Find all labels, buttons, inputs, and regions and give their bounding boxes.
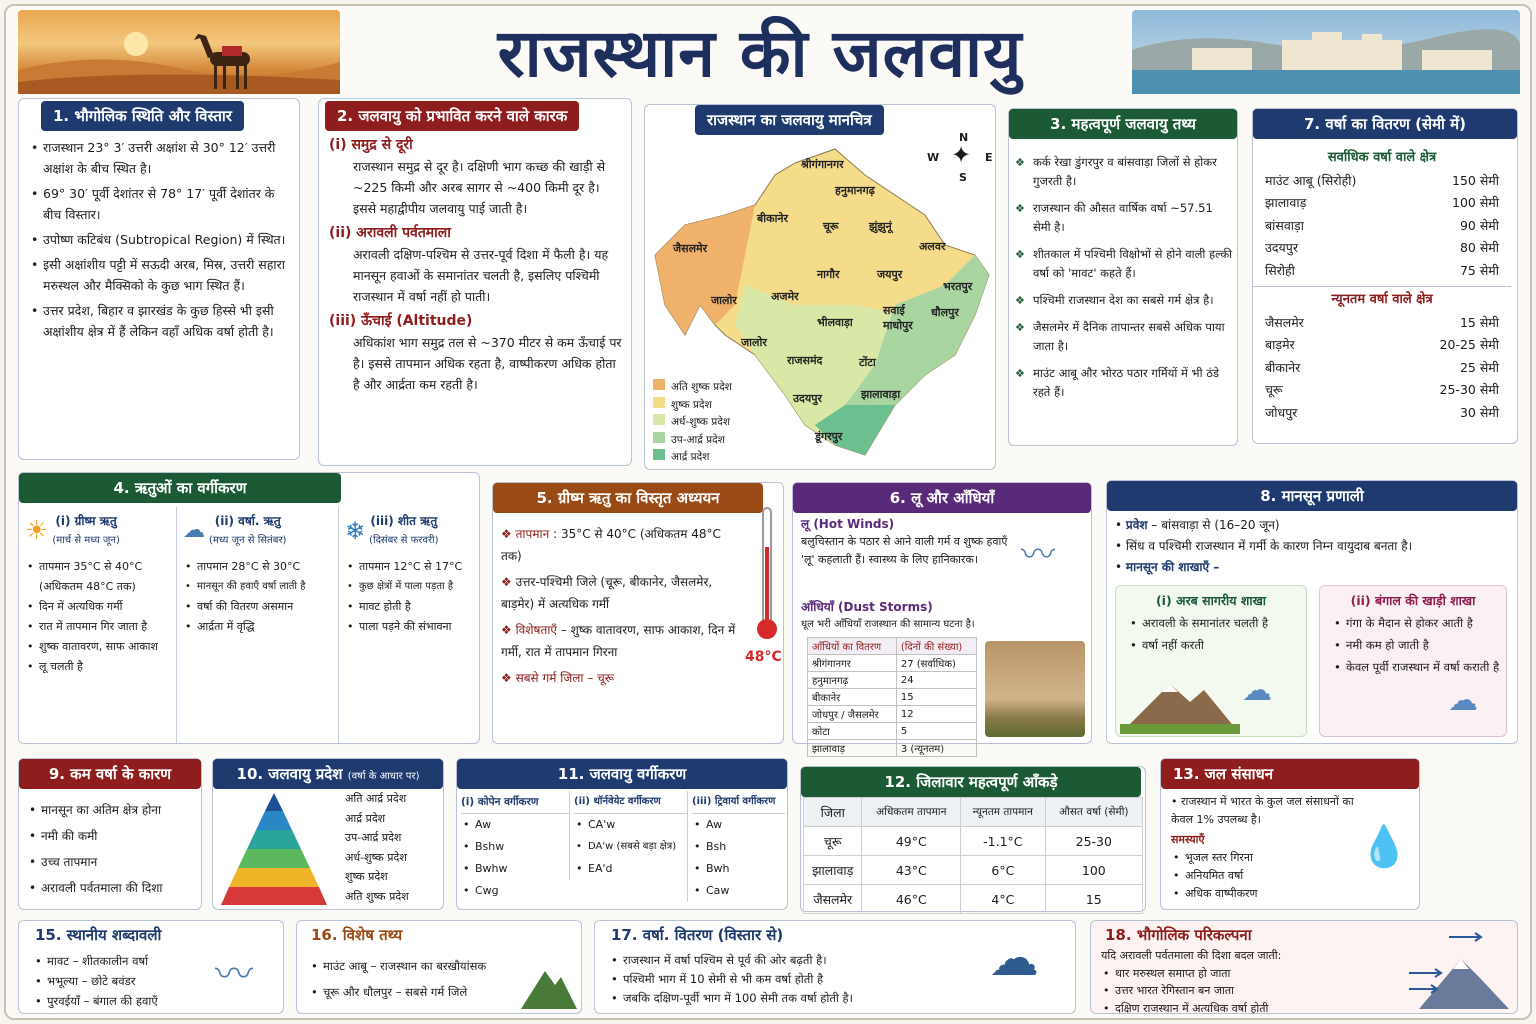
bengal-branch-box [1319, 585, 1507, 737]
thermometer-icon [757, 507, 777, 647]
min-value: 15 सेमी [1459, 314, 1499, 330]
hot-districts-text: उत्तर-पश्चिमी जिले (चूरू, बीकानेर, जैसलमेर, बाड़मेर) में अत्यधिक गर्मी [501, 575, 713, 611]
hot-winds-header: 6. लू और आँधियाँ [793, 483, 1091, 513]
table-cell: 6°C [961, 856, 1046, 885]
monsoon-period: (मध्य जून से सितंबर) [209, 535, 287, 546]
hypothesis-header: 18. भौगोलिक परिकल्पना [1105, 926, 1252, 944]
region-label: अति शुष्क प्रदेश [345, 889, 409, 903]
table-cell: -1.1°C [961, 827, 1046, 856]
compass-s: S [959, 171, 967, 184]
legend-item: शुष्क प्रदेश [671, 398, 712, 411]
hot-winds-card [792, 482, 1092, 755]
list-item: • माउंट आबू – राजस्थान का बरखौयांसक [309, 953, 529, 979]
climate-map-card [644, 104, 996, 470]
list-item: • Cwg [461, 880, 569, 902]
list-item: • थार मरुस्थल समाप्त हो जाता [1101, 965, 1401, 983]
map-city: राजसमंद [787, 354, 823, 367]
mountain-wind-icon [1409, 925, 1509, 1009]
map-city: जैसलमेर [673, 242, 708, 255]
climate-regions-header [213, 759, 443, 789]
rain-distribution-detail-card [594, 920, 1076, 1014]
summer-study-card: 5. ग्रीष्म ऋतु का विस्तृत अध्ययन ❖ तापमान : 35°C से 40°C (अधिकतम 48°C तक) ❖ उत्तर-पश्चिमी जिले (चूरू, बीकानेर, जैसलमेर, बाड़मेर) में अत्यधिक गर्मी ❖ विशेषताएँ – शुष्क वातावरण, साफ आकाश, दिन में गर्मी, रात में तापमान गिरना ❖ सबसे गर्म जिला – चूरू 48°C [492, 482, 784, 744]
list-item: • Bsh [692, 836, 785, 858]
list-item: • राजस्थान 23° 3′ उत्तरी अक्षांश से 30° 12′ उत्तरी अक्षांश के बीच स्थित है। [29, 137, 291, 179]
list-item: • आर्द्रता में वृद्धि [183, 617, 332, 637]
monsoon-header: 8. मानसून प्रणाली [1107, 481, 1517, 511]
legend-item: अर्ध-शुष्क प्रदेश [671, 416, 730, 428]
compass-e: E [985, 151, 993, 164]
bengal-branch-heading: (ii) बंगाल की खाड़ी शाखा [1350, 593, 1476, 608]
list-item: • उपोष्ण कटिबंध (Subtropical Region) में स्थित। [29, 229, 291, 250]
winter-heading: (iii) शीत ऋतु [370, 514, 438, 528]
max-place: सिरोही [1265, 262, 1295, 278]
table-head: औसत वर्षा (सेमी) [1045, 798, 1142, 827]
sun-icon: ☀ [25, 516, 49, 546]
compass-rose-icon: ✦ [951, 141, 972, 169]
list-item: ❖ राजस्थान की औसत वार्षिक वर्षा ~57.51 सेमी है। [1015, 199, 1233, 237]
max-value: 100 सेमी [1452, 195, 1499, 210]
table-cell: 46°C [862, 885, 961, 914]
dust-storm-image [985, 641, 1085, 737]
list-item: • पश्चिमी भाग में 10 सेमी से भी कम वर्षा होती है [609, 970, 989, 989]
rain-cloud-icon: ☁ [183, 518, 205, 543]
special-facts-card [296, 920, 582, 1014]
map-city: हनुमानगढ़ [835, 184, 875, 197]
table-cell: 15 [1045, 885, 1142, 914]
list-item: • मानसून का अतिम क्षेत्र होना [27, 797, 197, 823]
list-item: ❖ शीतकाल में पश्चिमी विक्षोभों से होने वाली हल्की वर्षा को 'मावट' कहते हैं। [1015, 245, 1233, 283]
list-item: • Caw [692, 880, 785, 902]
list-item: • तापमान 12°C से 17°C [345, 557, 473, 577]
summer-column [19, 507, 177, 743]
rain-cloud-icon: ☁ [1242, 673, 1272, 708]
rain-cloud-icon: ☁ [1448, 683, 1478, 718]
table-cell: 25-30 [1045, 827, 1142, 856]
rain-distribution-detail-header: 17. वर्षा. वितरण (विस्तार से) [611, 926, 784, 944]
region-label: अति आर्द्र प्रदेश [345, 792, 407, 805]
compass-w: W [927, 151, 940, 164]
dust-storm-table [807, 637, 977, 757]
hottest-district: सबसे गर्म जिला – चूरू [515, 671, 615, 685]
loo-text: बलुचिस्तान के पठार से आने वाली गर्म व शुष्क हवाएँ 'लू' कहलाती हैं। स्वास्थ्य के लिए हानिकारक। [801, 535, 1008, 566]
factor-aravalli-text: अरावली दक्षिण-पश्चिम से उत्तर-पूर्व दिशा में फैली है। यह मानसून हवाओं के समानांतर चलती है, इसलिए पश्चिमी राजस्थान में वर्षा नहीं हो पाती। [353, 247, 609, 304]
winter-column [339, 507, 479, 743]
table-head: न्यूनतम तापमान [961, 798, 1046, 827]
max-rain-heading: सर्वाधिक वर्षा वाले क्षेत्र [1327, 150, 1437, 165]
list-item: • शुष्क वातावरण, साफ आकाश [25, 637, 170, 657]
map-city: झुंझुनूं [869, 220, 892, 233]
low-rain-causes-card [18, 758, 202, 910]
climate-pyramid [219, 791, 329, 907]
loo-heading: लू (Hot Winds) [801, 517, 895, 531]
table-cell: 3 (न्यूनतम) [896, 740, 976, 757]
max-place: माउंट आबू (सिरोही) [1265, 172, 1357, 188]
min-place: चूरू [1265, 382, 1283, 397]
local-terms-header: 15. स्थानीय शब्दावली [35, 926, 162, 944]
list-item: • रात में तापमान गिर जाता है [25, 617, 170, 637]
min-value: 25 सेमी [1459, 359, 1499, 375]
table-cell: झालावाड़ [808, 740, 897, 757]
compass-n: N [959, 131, 969, 144]
district-stats-card [800, 766, 1146, 912]
mountain-icon [1120, 678, 1240, 734]
koppen-heading: (i) कोपेन वर्गीकरण [461, 791, 569, 814]
district-stats-table [803, 797, 1143, 914]
classification-header: 11. जलवायु वर्गीकरण [457, 759, 787, 789]
list-item: ❖ कर्क रेखा डुंगरपुर व बांसवाड़ा जिलों से होकर गुजरती है। [1015, 153, 1233, 191]
list-item: • 69° 30′ पूर्वी देशांतर से 78° 17′ पूर्वी देशांतर के बीच विस्तार। [29, 183, 291, 225]
local-terms-card [18, 920, 284, 1014]
table-head: अधिकतम तापमान [862, 798, 961, 827]
list-item: • Aw [461, 814, 569, 836]
arabian-branch-box [1115, 585, 1307, 737]
dust-storm-heading: आँधियाँ (Dust Storms) [801, 600, 933, 614]
map-city: धौलपुर [931, 306, 959, 319]
list-item: • इसी अक्षांशीय पट्टी में सऊदी अरब, मिस्र, उत्तरी सहारा मरुस्थल और मैक्सिको के कुछ भाग स्थित हैं। [29, 254, 291, 296]
list-item: • मावट – शीतकालीन वर्षा [33, 951, 203, 971]
wind-icon: 〰 [1021, 535, 1055, 575]
summer-heading: (i) ग्रीष्म ऋतु [55, 514, 117, 528]
climate-regions-subtitle: (वर्षा के आधार पर) [347, 771, 420, 782]
table-cell: 12 [896, 706, 976, 723]
max-value: 90 सेमी [1459, 217, 1499, 233]
list-item: • अनियमित वर्षा [1171, 867, 1361, 885]
table-cell: चूरू [804, 827, 862, 856]
list-item: • नमी कम हो जाती है [1332, 634, 1506, 656]
list-item: • Bwhw [461, 858, 569, 880]
temp-label: तापमान [515, 527, 550, 541]
max-place: झालावाड़ [1265, 195, 1307, 210]
low-rain-causes-header: 9. कम वर्षा के कारण [19, 759, 201, 789]
table-cell: 5 [896, 723, 976, 740]
table-row [804, 827, 1143, 856]
list-item: • अधिक वाष्पीकरण [1171, 885, 1361, 903]
table-cell: 27 (सर्वाधिक) [896, 655, 976, 672]
water-resources-card: 13. जल संसाधन • राजस्थान में भारत के कुल जल संसाधनों का केवल 1% उपलब्ध है। समस्याएँ • भूजल स्तर गिरना • अनियमित वर्षा • अधिक वाष्पीकरण 💧 [1160, 758, 1420, 910]
factor-distance-heading: (i) समुद्र से दूरी [329, 137, 413, 153]
table-row [808, 672, 977, 689]
list-item: • चूरू और धौलपुर – सबसे गर्म जिले [309, 979, 529, 1005]
table-row [808, 706, 977, 723]
min-value: 30 सेमी [1459, 404, 1499, 420]
region-label: आर्द्र प्रदेश [345, 811, 386, 825]
list-item: • वर्षा की वितरण असमान [183, 597, 332, 617]
table-cell: 49°C [862, 827, 961, 856]
map-city: श्रीगंगानगर [801, 158, 844, 171]
table-cell: 4°C [961, 885, 1046, 914]
table-head: आँधियों का वितरण [808, 638, 897, 655]
map-city: चूरू [823, 220, 839, 233]
map-title: राजस्थान का जलवायु मानचित्र [695, 105, 884, 135]
factor-altitude-text: अधिकांश भाग समुद्र तल से ~370 मीटर से कम ऊँचाई पर है। इससे तापमान अधिक रहता है, वाष्पीकरण अधिक होता है और आर्द्रता कम रहती है। [353, 335, 622, 392]
map-legend [653, 379, 732, 467]
table-cell: जैसलमेर [804, 885, 862, 914]
table-cell: 100 [1045, 856, 1142, 885]
factor-altitude-heading: (iii) ऊँचाई (Altitude) [329, 313, 473, 329]
water-resources-header: 13. जल संसाधन [1161, 759, 1419, 789]
min-value: 20-25 सेमी [1439, 337, 1499, 352]
list-item: • वर्षा नहीं करती [1128, 634, 1306, 656]
list-item: • Aw [692, 814, 785, 836]
max-value: 80 सेमी [1459, 240, 1499, 255]
list-item: • Bwh [692, 858, 785, 880]
list-item: • केवल पूर्वी राजस्थान में वर्षा कराती है [1332, 656, 1506, 678]
max-place: उदयपुर [1265, 240, 1298, 255]
list-item: • तापमान 35°C से 40°C (अधिकतम 48°C तक) [25, 557, 170, 597]
max-place: बांसवाड़ा [1265, 217, 1304, 233]
list-item: • पुरवईयाँ – बंगाल की हवाएँ [33, 991, 203, 1011]
map-city: भरतपुर [943, 280, 973, 293]
table-cell: झालावाड़ [804, 856, 862, 885]
table-head: जिला [804, 798, 862, 827]
map-city: अलवर [919, 240, 946, 253]
geography-header: 1. भौगोलिक स्थिति और विस्तार [41, 101, 244, 131]
onset-label: प्रवेश [1125, 518, 1148, 532]
list-item: • EA'd [574, 858, 687, 880]
mountain-icon [521, 965, 577, 1009]
climate-regions-card [212, 758, 444, 910]
list-item: • पाला पड़ने की संभावना [345, 617, 473, 637]
region-label: शुष्क प्रदेश [345, 870, 388, 883]
table-cell: 15 [896, 689, 976, 706]
list-item: • मावट होती है [345, 597, 473, 617]
min-place: बाड़मेर [1265, 337, 1295, 352]
snowflake-icon: ❄ [345, 517, 366, 545]
map-city: जालोर [741, 336, 767, 349]
map-city: डूंगरपुर [815, 430, 843, 443]
desert-camel-image [18, 10, 340, 94]
seasons-card [18, 472, 480, 744]
list-item: • Bshw [461, 836, 569, 858]
list-item: • नमी की कमी [27, 823, 197, 849]
list-item: • CA'w [574, 814, 687, 836]
map-city: उदयपुर [793, 392, 822, 405]
list-item: • तापमान 28°C से 30°C [183, 557, 332, 577]
facts-list [1015, 153, 1233, 402]
trewartha-heading: (iii) ट्रिवार्या वर्गीकरण [692, 791, 785, 814]
list-item: • अरावली पर्वतमाला की दिशा [27, 875, 197, 901]
list-item: • राजस्थान में वर्षा पश्चिम से पूर्व की ओर बढ़ती है। [609, 951, 989, 970]
list-item: • कुछ क्षेत्रों में पाला पड़ता है [345, 577, 473, 597]
geography-list [29, 137, 291, 342]
list-item: ❖ जैसलमेर में दैनिक तापान्तर सबसे अधिक पाया जाता है। [1015, 318, 1233, 356]
map-city: जयपुर [877, 268, 903, 281]
list-item: • दक्षिण राजस्थान में अत्यधिक वर्षा होती [1101, 1000, 1401, 1018]
thornthwaite-heading: (ii) थॉर्नवेयेट वर्गीकरण [574, 791, 687, 814]
table-cell: श्रीगंगानगर [808, 655, 897, 672]
hypothesis-card [1090, 920, 1518, 1014]
min-place: जोधपुर [1265, 404, 1298, 420]
list-item: ❖ पश्चिमी राजस्थान देश का सबसे गर्म क्षेत्र है। [1015, 291, 1233, 310]
poster-title: राजस्थान की जलवायु [497, 15, 1023, 92]
map-city: सवाई माधोपुर [883, 304, 913, 332]
table-cell: बीकानेर [808, 689, 897, 706]
rainfall-card [1252, 108, 1518, 444]
branches-label: मानसून की शाखाएँ – [1125, 560, 1220, 574]
max-value: 150 सेमी [1452, 172, 1499, 188]
list-item: • मानसून की हवाएँ वर्षा लाती है [183, 577, 332, 597]
arabian-branch-heading: (i) अरब सागरीय शाखा [1155, 593, 1267, 608]
problems-heading: समस्याएँ [1171, 833, 1205, 846]
list-item: • जबकि दक्षिण-पूर्वी भाग में 100 सेमी तक वर्षा होती है। [609, 989, 989, 1008]
geography-card [18, 98, 300, 460]
list-item: • उच्च तापमान [27, 849, 197, 875]
list-item: • अरावली के समानांतर चलती है [1128, 612, 1306, 634]
table-cell: जोधपुर / जैसलमेर [808, 706, 897, 723]
list-item: • भभूल्या – छोटे बवंडर [33, 971, 203, 991]
district-stats-header: 12. जिलावार महत्वपूर्ण आँकड़े [801, 767, 1141, 797]
rain-cloud-icon: ☁ [989, 929, 1039, 987]
classification-card [456, 758, 788, 910]
legend-item: आर्द्र प्रदेश [671, 451, 710, 463]
temp-text: : 35°C से 40°C (अधिकतम 48°C तक) [501, 527, 721, 563]
seasons-header: 4. ऋतुओं का वर्गीकरण [19, 473, 341, 503]
table-cell: कोटा [808, 723, 897, 740]
list-item: • उत्तर भारत रेगिस्तान बन जाता [1101, 982, 1401, 1000]
palace-lake-image [1132, 10, 1520, 94]
min-place: बीकानेर [1265, 359, 1301, 375]
monsoon-heading: (ii) वर्षा. ऋतु [214, 514, 281, 528]
map-city: टोंटा [859, 356, 876, 369]
water-drop-hand-icon: 💧 [1359, 824, 1409, 870]
wind-icon: 〰 [215, 952, 254, 996]
table-row [808, 723, 977, 740]
region-label: उप-आर्द्र प्रदेश [345, 831, 402, 844]
table-head: (दिनों की संख्या) [896, 638, 976, 655]
factor-aravalli-heading: (ii) अरावली पर्वतमाला [329, 225, 451, 241]
list-item: ❖ माउंट आबू और भोरठ पठार गर्मियों में भी ठंडे रहते हैं। [1015, 364, 1233, 402]
dust-storm-text: धूल भरी आँधियाँ राजस्थान की सामान्य घटना है। [801, 619, 975, 630]
monsoon-column [177, 507, 339, 743]
max-value: 75 सेमी [1459, 262, 1499, 278]
table-row [808, 655, 977, 672]
list-item: • दिन में अत्यधिक गर्मी [25, 597, 170, 617]
hypothesis-intro: यदि अरावली पर्वतमाला की दिशा बदल जाती: [1101, 949, 1282, 962]
list-item: • DA'w (सबसे बड़ा क्षेत्र) [574, 836, 687, 858]
table-row [808, 740, 977, 757]
facts-header: 3. महत्वपूर्ण जलवायु तथ्य [1009, 109, 1237, 139]
low-pressure-text: सिंध व पश्चिमी राजस्थान में गर्मी के कारण निम्न वायुदाब बनता है। [1125, 539, 1413, 553]
factors-card [318, 98, 632, 466]
compass [927, 131, 993, 184]
list-item: • उत्तर प्रदेश, बिहार व झारखंड के कुछ हिस्से भी इसी अक्षांशीय क्षेत्र में हैं लेकिन वहाँ अधिक वर्षा होती है। [29, 300, 291, 342]
map-city: अजमेर [771, 290, 799, 303]
table-row [808, 689, 977, 706]
list-item: • गंगा के मैदान से होकर आती है [1332, 612, 1506, 634]
table-cell: 43°C [862, 856, 961, 885]
min-place: जैसलमेर [1265, 314, 1304, 330]
legend-item: उप-आर्द्र प्रदेश [671, 433, 725, 446]
water-share-text: राजस्थान में भारत के कुल जल संसाधनों का केवल 1% उपलब्ध है। [1171, 795, 1354, 826]
summer-period: (मार्च से मध्य जून) [52, 535, 120, 546]
features-text: – शुष्क वातावरण, साफ आकाश, दिन में गर्मी, रात में तापमान गिरना [501, 623, 736, 659]
min-rain-heading: न्यूनतम वर्षा वाले क्षेत्र [1331, 292, 1433, 307]
list-item: • भूजल स्तर गिरना [1171, 849, 1361, 867]
table-cell: हनुमानगढ़ [808, 672, 897, 689]
min-value: 25-30 सेमी [1439, 382, 1499, 397]
onset-text: – बांसवाड़ा से (16–20 जून) [1147, 518, 1280, 532]
winter-period: (दिसंबर से फरवरी) [369, 535, 439, 546]
map-city: नागौर [817, 268, 840, 281]
rainfall-header: 7. वर्षा का वितरण (सेमी में) [1253, 109, 1517, 139]
map-city: बीकानेर [757, 212, 789, 225]
climate-regions-title: 10. जलवायु प्रदेश [236, 765, 343, 783]
features-label: विशेषताएँ [515, 623, 558, 637]
map-city: झालावाड़ा [861, 388, 901, 401]
map-city: जालोर [711, 294, 737, 307]
factor-distance-text: राजस्थान समुद्र से दूर है। दक्षिणी भाग कच्छ की खाड़ी से ~225 किमी और अरब सागर से ~400 किमी दूर है। इससे महाद्वीपीय जलवायु पाई जाती है। [353, 159, 606, 216]
table-row [804, 885, 1143, 914]
max-temp-label: 48°C [745, 649, 782, 665]
region-label: अर्ध-शुष्क प्रदेश [345, 850, 407, 864]
facts-card [1008, 108, 1238, 446]
summer-study-header: 5. ग्रीष्म ऋतु का विस्तृत अध्ययन [493, 483, 763, 513]
special-facts-header: 16. विशेष तथ्य [311, 926, 403, 944]
map-city: भीलवाड़ा [817, 316, 853, 329]
legend-item: अति शुष्क प्रदेश [671, 381, 732, 393]
list-item: • लू चलती है [25, 657, 170, 677]
table-row [804, 856, 1143, 885]
factors-header: 2. जलवायु को प्रभावित करने वाले कारक [325, 101, 579, 131]
table-cell: 24 [896, 672, 976, 689]
monsoon-card: 8. मानसून प्रणाली • प्रवेश – बांसवाड़ा से (16–20 जून) • सिंध व पश्चिमी राजस्थान में गर्मी के कारण निम्न वायुदाब बनता है। • मानसून की शाखाएँ – (i) अरब सागरीय शाखा • अरावली के समानांतर चलती है • वर्षा नहीं करती ☁ (ii) बंगाल की खाड़ी शाखा • गंगा के मैदान से होकर आती है • नमी कम हो जाती है • केवल पूर्वी राजस्थान में वर्षा कराती है ☁ [1106, 480, 1518, 744]
